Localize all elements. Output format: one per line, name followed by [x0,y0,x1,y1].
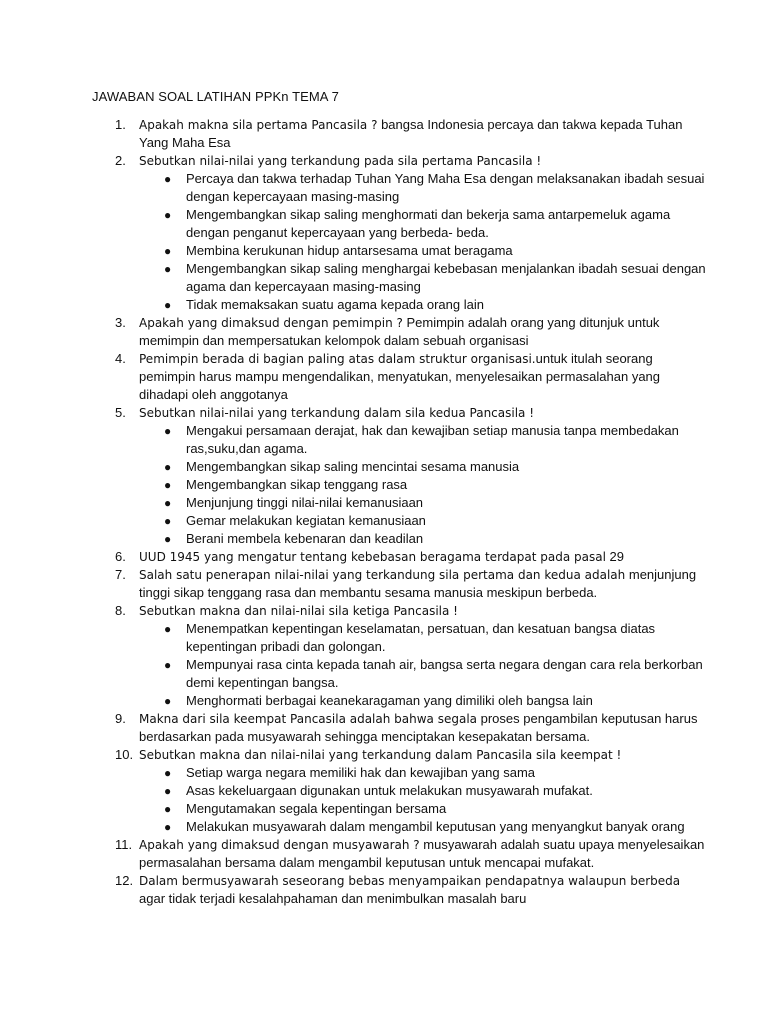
bullet-icon: ● [164,694,172,708]
bullet-icon: ● [164,532,172,546]
answer-point-text: Mengembangkan sikap saling menghargai kebebasan menjalankan ibadah sesuai dengan agama dan kepercayaan masing-masing [186,261,706,294]
bullet-icon: ● [164,802,172,816]
question-number: 6. [115,549,126,564]
question-text: Sebutkan makna dan nilai-nilai sila ketiga Pancasila ! [139,604,458,618]
question-text: Salah satu penerapan nilai-nilai yang terkandung sila pertama dan kedua adalah [139,568,626,582]
question-number: 2. [115,153,126,168]
question-number: 7. [115,567,126,582]
bullet-icon: ● [164,244,172,258]
document-title: JAWABAN SOAL LATIHAN PPKn TEMA 7 [92,89,339,104]
bullet-icon: ● [164,298,172,312]
question-number: 5. [115,405,126,420]
question-item [92,152,708,314]
answer-point [164,296,708,314]
question-number: 3. [115,315,126,330]
answer-point [164,782,708,800]
question-text: Sebutkan nilai-nilai yang terkandung dalam sila kedua Pancasila ! [139,406,535,420]
bullet-icon: ● [164,514,172,528]
bullet-icon: ● [164,784,172,798]
answer-points-list [139,170,708,314]
question-text: Apakah yang dimaksud dengan musyawarah ? [139,838,420,852]
answer-point [164,206,708,242]
answer-point [164,476,708,494]
question-item [92,872,708,908]
question-number: 12. [115,873,134,888]
answer-text: agar tidak terjadi kesalahpahaman dan menimbulkan masalah baru [139,891,527,906]
answer-point [164,764,708,782]
answer-point [164,494,708,512]
answer-point-text: Mengembangkan sikap tenggang rasa [186,477,408,492]
answer-point-text: Melakukan musyawarah dalam mengambil keputusan yang menyangkut banyak orang [186,819,685,834]
question-number: 9. [115,711,126,726]
question-text: Apakah yang dimaksud dengan pemimpin ? [139,316,403,330]
question-item [92,350,708,404]
question-number: 4. [115,351,126,366]
question-text: Sebutkan nilai-nilai yang terkandung pada sila pertama Pancasila ! [139,154,542,168]
answer-point [164,242,708,260]
question-number: 8. [115,603,126,618]
question-number: 1. [115,117,126,132]
answer-text: menjunjung tinggi sikap tenggang rasa dan membantu sesama manusia meskipun berbeda. [139,567,697,600]
answer-points-list [139,764,708,836]
bullet-icon: ● [164,208,172,222]
answer-text: Pemimpin adalah orang yang ditunjuk untuk memimpin dan mempersatukan kelompok dalam sebuah organisasi [139,315,660,348]
bullet-icon: ● [164,766,172,780]
answer-point [164,692,708,710]
answer-point-text: Percaya dan takwa terhadap Tuhan Yang Maha Esa dengan melaksanakan ibadah sesuai dengan kepercayaan masing-masing [186,171,705,204]
answer-point-text: Tidak memaksakan suatu agama kepada orang lain [186,297,484,312]
answer-point [164,170,708,206]
answer-point-text: Menghormati berbagai keanekaragaman yang dimiliki oleh bangsa lain [186,693,593,708]
answer-point [164,458,708,476]
answer-point-text: Mengutamakan segala kepentingan bersama [186,801,447,816]
answer-point-text: Gemar melakukan kegiatan kemanusiaan [186,513,426,528]
answer-text: untuk itulah seorang pemimpin harus mampu mengendalikan, menyatukan, menyelesaikan permasalahan yang dihadapi oleh anggotanya [139,351,661,402]
question-text: Sebutkan makna dan nilai-nilai yang terkandung dalam Pancasila sila keempat ! [139,748,622,762]
question-text: Dalam bermusyawarah seseorang bebas menyampaikan pendapatnya walaupun berbeda [139,874,681,888]
answer-text: proses pengambilan keputusan harus berdasarkan pada musyawarah sehingga menciptakan kesepakatan bersama. [139,711,698,744]
answer-point-text: Mempunyai rasa cinta kepada tanah air, bangsa serta negara dengan cara rela berkorban demi kepentingan bangsa. [186,657,703,690]
answer-text: musyawarah adalah suatu upaya menyelesaikan permasalahan bersama dalam mengambil keputusan untuk mencapai mufakat. [139,837,705,870]
bullet-icon: ● [164,496,172,510]
question-item [92,116,708,152]
answer-point [164,530,708,548]
answer-point-text: Menjunjung tinggi nilai-nilai kemanusiaan [186,495,424,510]
question-item [92,602,708,710]
answer-text: 29 [605,549,624,564]
bullet-icon: ● [164,262,172,276]
answer-point [164,800,708,818]
question-number: 10. [115,747,134,762]
answer-text: bangsa Indonesia percaya dan takwa kepada Tuhan Yang Maha Esa [139,117,683,150]
question-list [92,116,708,908]
question-item [92,710,708,746]
question-item [92,314,708,350]
answer-point-text: Membina kerukunan hidup antarsesama umat beragama [186,243,513,258]
bullet-icon: ● [164,460,172,474]
bullet-icon: ● [164,820,172,834]
question-item [92,836,708,872]
answer-point [164,422,708,458]
answer-point-text: Menempatkan kepentingan keselamatan, persatuan, dan kesatuan bangsa diatas kepentingan pribadi dan golongan. [186,621,656,654]
answer-point [164,260,708,296]
question-text: Pemimpin berada di bagian paling atas dalam struktur organisasi. [139,352,536,366]
question-text: Apakah makna sila pertama Pancasila ? [139,118,378,132]
answer-points-list [139,620,708,710]
answer-points-list [139,422,708,548]
answer-point-text: Asas kekeluargaan digunakan untuk melakukan musyawarah mufakat. [186,783,593,798]
question-item [92,746,708,836]
bullet-icon: ● [164,658,172,672]
answer-point-text: Mengakui persamaan derajat, hak dan kewajiban setiap manusia tanpa membedakan ras,suku,dan agama. [186,423,679,456]
answer-point [164,656,708,692]
question-item [92,404,708,548]
answer-point [164,620,708,656]
bullet-icon: ● [164,424,172,438]
question-item [92,548,708,566]
question-item [92,566,708,602]
bullet-icon: ● [164,172,172,186]
answer-point-text: Setiap warga negara memiliki hak dan kewajiban yang sama [186,765,536,780]
answer-point [164,512,708,530]
question-text: UUD 1945 yang mengatur tentang kebebasan beragama terdapat pada pasal [139,550,606,564]
answer-point-text: Mengembangkan sikap saling menghormati dan bekerja sama antarpemeluk agama dengan penganut kepercayaan yang berbeda- beda. [186,207,671,240]
answer-point [164,818,708,836]
bullet-icon: ● [164,478,172,492]
bullet-icon: ● [164,622,172,636]
question-number: 11. [115,837,133,852]
answer-point-text: Mengembangkan sikap saling mencintai sesama manusia [186,459,520,474]
question-text: Makna dari sila keempat Pancasila adalah bahwa segala [139,712,478,726]
answer-point-text: Berani membela kebenaran dan keadilan [186,531,424,546]
